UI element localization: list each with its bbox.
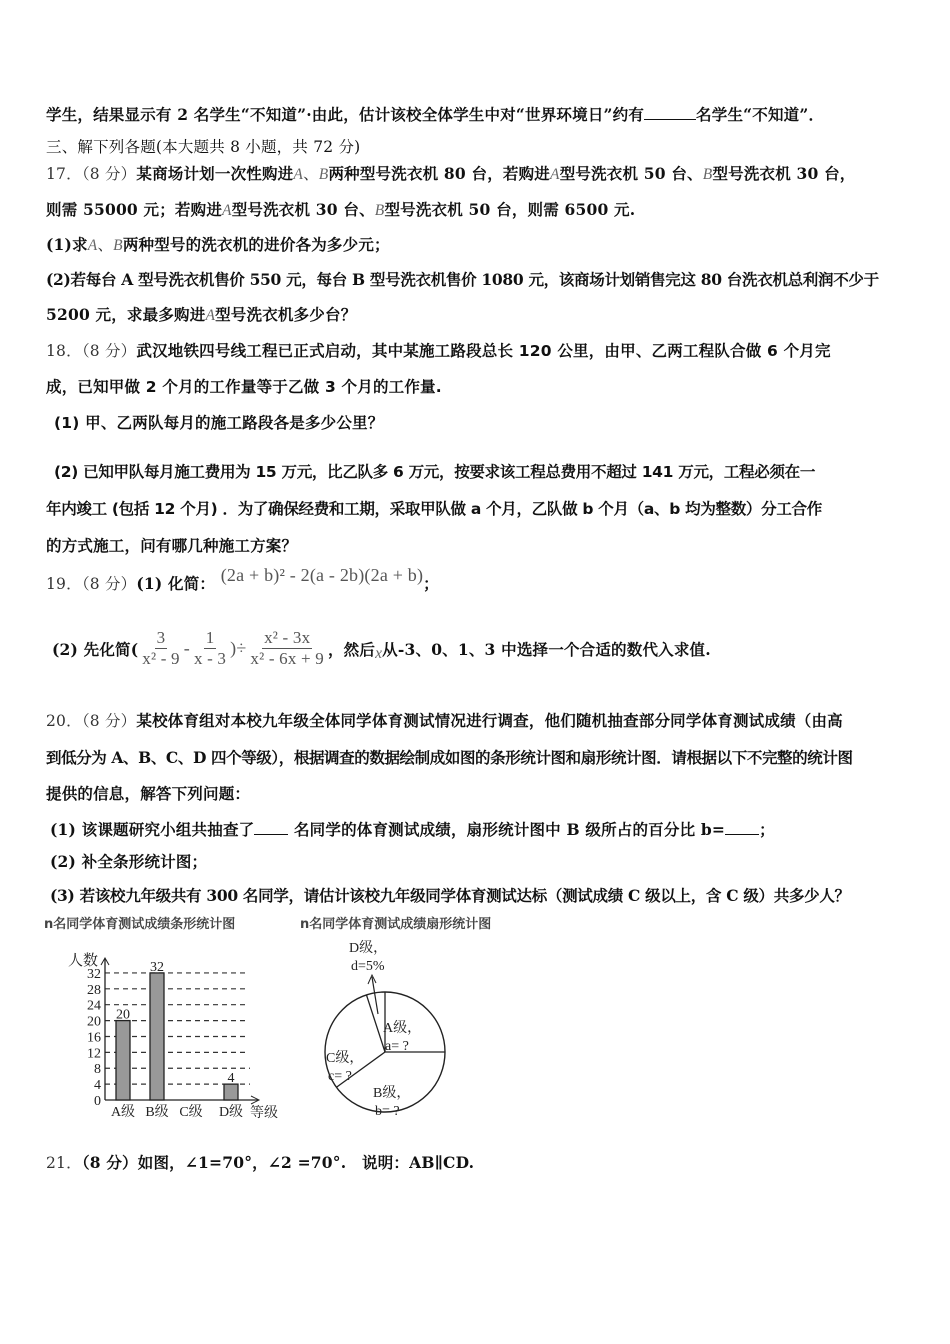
question-20-line2: 到低分为 A、B、C、D 四个等级），根据调查的数据绘制成如图的条形统计图和扇形统计图．请根据以下不完整的统计图 xyxy=(46,748,853,767)
pie-slice-value: d=5% xyxy=(351,959,385,974)
fraction xyxy=(192,628,228,669)
question-19 xyxy=(46,565,439,594)
text: ； xyxy=(759,820,775,839)
pie-slice-label: D级， xyxy=(349,941,388,956)
bar-data-label: 20 xyxy=(116,1007,130,1023)
y-tick-label: 0 xyxy=(94,1094,101,1109)
y-tick-label: 16 xyxy=(87,1030,101,1046)
question-18-part2: (2) 已知甲队每月施工费用为 15 万元，比乙队多 6 万元，按要求该工程总费用不超过 141 万元，工程必须在一 xyxy=(54,463,816,481)
y-axis-label: 人数 xyxy=(68,952,99,969)
text: (1) 化简： xyxy=(136,574,216,593)
question-18-part1: (1) 甲、乙两队每月的施工路段各是多少公里？ xyxy=(54,414,384,432)
var: A xyxy=(550,166,560,183)
y-tick-label: 20 xyxy=(87,1014,101,1030)
bar xyxy=(150,973,164,1100)
text: 5200 元，求最多购进 xyxy=(46,305,206,324)
question-17 xyxy=(46,162,856,184)
answer-blank xyxy=(644,119,696,120)
question-number: 18．（8 分） xyxy=(46,342,137,360)
bar xyxy=(116,1021,130,1100)
question-17-part2: (2)若每台 A 型号洗衣机售价 550 元，每台 B 型号洗衣机售价 1080 元，该商场计划销售完这 80 台洗衣机总利润不少于 xyxy=(46,270,879,289)
pie-slice-value: c= ? xyxy=(328,1069,352,1084)
x-tick-label: D级 xyxy=(218,1105,244,1120)
text: 、 xyxy=(97,236,114,254)
question-20 xyxy=(46,709,843,731)
var: B xyxy=(702,166,713,183)
var: A xyxy=(222,202,232,219)
math-expression: (2a + b)² - 2(a - 2b)(2a + b) xyxy=(220,565,424,585)
pie-slice-label: C级， xyxy=(326,1051,364,1066)
y-tick-label: 32 xyxy=(87,966,101,982)
x-axis-label: 等级 xyxy=(250,1106,278,1121)
question-18-part2-line2: 年内竣工 (包括 12 个月) ．为了确保经费和工期，采取甲队做 a 个月，乙队做 b 个月（a、b 均为整数）分工合作 xyxy=(46,500,822,518)
text: 某校体育组对本校九年级全体同学体育测试情况进行调查，他们随机抽查部分同学体育测试成绩（由高 xyxy=(136,711,843,730)
bar xyxy=(224,1084,238,1100)
text: 从-3、0、1、3 中选择一个合适的数代入求值. xyxy=(382,639,711,659)
question-number: 19．（8 分） xyxy=(46,575,137,593)
text: ，然后 xyxy=(327,639,376,659)
y-tick-label: 24 xyxy=(87,998,101,1014)
pie-slice-value: b= ? xyxy=(375,1104,400,1119)
question-number: 21． xyxy=(46,1154,82,1172)
var: B xyxy=(113,237,123,254)
text: - xyxy=(183,638,190,658)
fraction xyxy=(248,628,326,669)
question-number: 20．（8 分） xyxy=(46,712,137,730)
var: A xyxy=(293,166,304,183)
question-20-part2: (2) 补全条形统计图； xyxy=(50,852,208,871)
denominator: x² - 6x + 9 xyxy=(250,649,324,668)
x-tick-label: B级 xyxy=(145,1105,169,1120)
text: 两种型号洗衣机 80 台，若购进 xyxy=(328,164,551,183)
text: 型号洗衣机 30 台、 xyxy=(231,200,375,219)
text: （8 分）如图，∠1=70°，∠2 =70°. 说明：AB∥CD. xyxy=(81,1153,475,1172)
text: 型号洗衣机 50 台，则需 6500 元. xyxy=(384,200,636,219)
text: ； xyxy=(423,574,439,593)
numerator: 1 xyxy=(205,628,215,647)
numerator: x² - 3x xyxy=(264,628,311,647)
text: 型号洗衣机 30 台， xyxy=(712,164,856,183)
y-tick-label: 28 xyxy=(87,982,101,998)
question-20-part3: (3) 若该校九年级共有 300 名同学，请估计该校九年级同学体育测试达标（测试成绩 C 级以上，含 C 级）共多少人？ xyxy=(50,886,850,905)
y-tick-label: 8 xyxy=(94,1062,101,1078)
text: (1)求 xyxy=(46,235,88,254)
text: (2) 先化简( xyxy=(52,639,139,659)
pie-slice-label: A级， xyxy=(383,1021,422,1036)
question-17-part2-line2 xyxy=(46,303,356,325)
question-18-line2: 成，已知甲做 2 个月的工作量等于乙做 3 个月的工作量. xyxy=(46,378,442,396)
q16-tail xyxy=(46,103,824,125)
text: 名学生“不知道”． xyxy=(696,105,825,124)
y-tick-label: 4 xyxy=(94,1078,101,1094)
text: 名同学的体育测试成绩，扇形统计图中 B 级所占的百分比 b= xyxy=(293,820,726,839)
text: (1) 该课题研究小组共抽查了 xyxy=(50,820,255,839)
question-17-line2 xyxy=(46,198,635,220)
x-tick-label: A级 xyxy=(110,1105,136,1120)
question-18-part2-line3: 的方式施工，问有哪几种施工方案？ xyxy=(46,537,298,555)
denominator: x - 3 xyxy=(193,649,227,668)
pie-slice-label: B级， xyxy=(373,1086,411,1101)
bar-chart-title: n名同学体育测试成绩条形统计图 xyxy=(44,917,236,932)
text: 两种型号的洗衣机的进价各为多少元； xyxy=(122,235,390,254)
statistics-figures xyxy=(0,930,560,1130)
text: )÷ xyxy=(230,638,247,658)
var: x xyxy=(375,644,383,662)
text: 型号洗衣机多少台？ xyxy=(215,305,357,324)
question-17-part1 xyxy=(46,233,390,255)
question-18 xyxy=(46,339,831,361)
x-tick-label: C级 xyxy=(179,1105,203,1120)
text: 武汉地铁四号线工程已正式启动，其中某施工路段总长 120 公里，由甲、乙两工程队合做 6 个月完 xyxy=(136,342,831,360)
answer-blank xyxy=(725,834,759,835)
fraction xyxy=(140,628,181,669)
var: A xyxy=(205,307,216,324)
var: B xyxy=(318,166,329,183)
question-21 xyxy=(46,1151,474,1173)
pie-slice-value: a= ? xyxy=(385,1039,409,1054)
text: 、 xyxy=(303,165,319,183)
denominator: x² - 9 xyxy=(142,649,180,668)
bar-data-label: 32 xyxy=(150,959,164,975)
question-20-line3: 提供的信息，解答下列问题： xyxy=(46,784,251,803)
text: 则需 55000 元；若购进 xyxy=(46,200,223,219)
bar-data-label: 4 xyxy=(227,1071,235,1087)
pie-chart-title: n名同学体育测试成绩扇形统计图 xyxy=(300,917,492,932)
section-heading: 三、解下列各题(本大题共 8 小题，共 72 分) xyxy=(46,138,361,156)
numerator: 3 xyxy=(156,628,166,647)
var: B xyxy=(374,202,385,219)
question-19-part2 xyxy=(52,628,711,669)
text: 某商场计划一次性购进 xyxy=(136,164,294,183)
y-tick-label: 12 xyxy=(87,1046,101,1062)
text: 型号洗衣机 50 台、 xyxy=(559,164,703,183)
question-20-part1 xyxy=(50,818,775,840)
var: A xyxy=(87,237,98,254)
text: 学生，结果显示有 2 名学生“不知道”·由此，估计该校全体学生中对“世界环境日”约有 xyxy=(46,105,645,124)
question-number: 17．（8 分） xyxy=(46,165,137,183)
answer-blank xyxy=(254,834,288,835)
